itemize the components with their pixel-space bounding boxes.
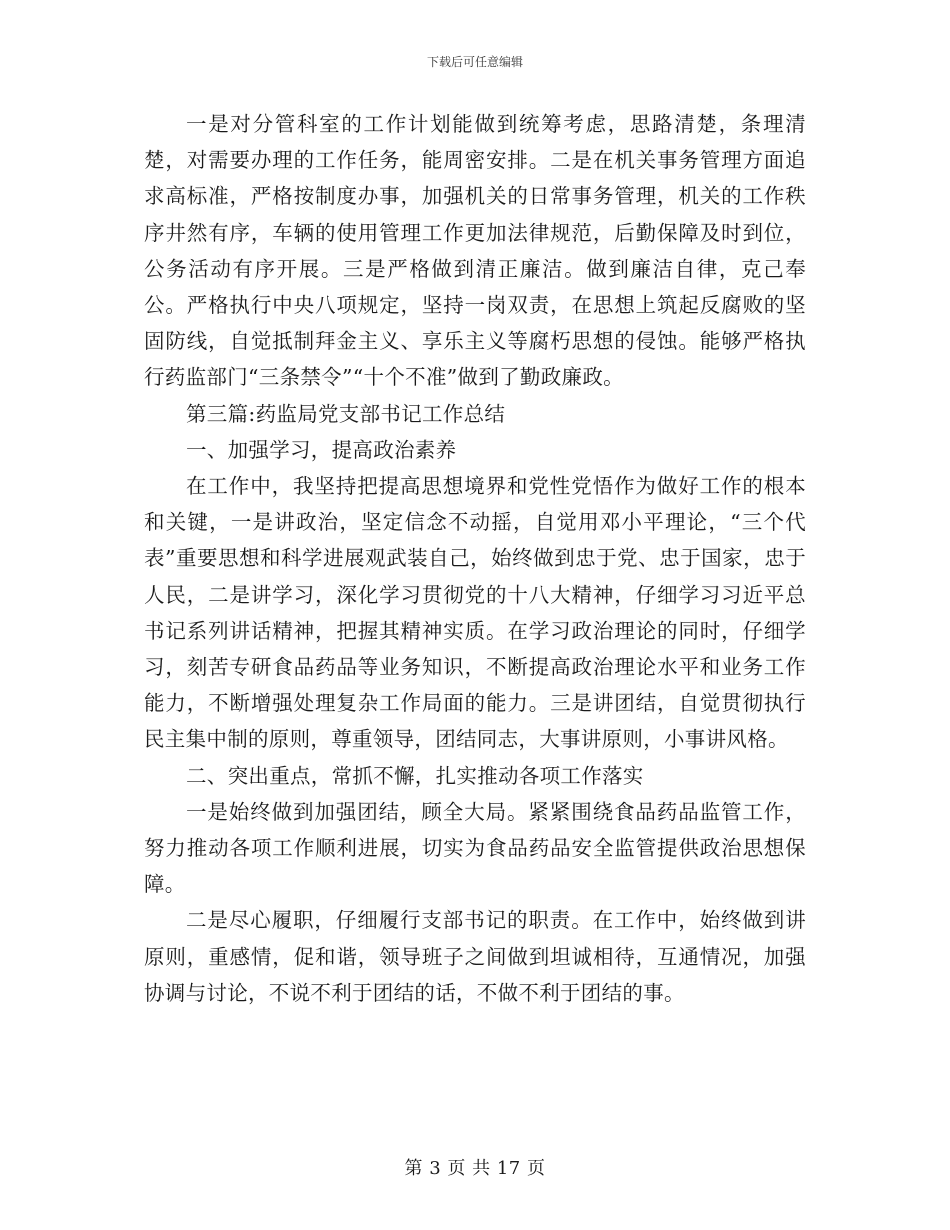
page-header: 下载后可任意编辑	[426, 55, 523, 69]
section-title: 第三篇:药监局党支部书记工作总结	[186, 401, 506, 426]
body-paragraph-3: 一是始终做到加强团结，顾全大局。紧紧围绕食品药品监管工作，努力推动各项工作顺利进展，切实为食品药品安全监管提供政治思想保障。	[144, 799, 806, 897]
body-paragraph-4: 二是尽心履职，仔细履行支部书记的职责。在工作中，始终做到讲原则，重感情，促和谐，领导班子之间做到坦诚相待，互通情况，加强协调与讨论，不说不利于团结的话，不做不利于团结的事。	[144, 908, 806, 1005]
body-paragraph-1: 一是对分管科室的工作计划能做到统筹考虑，思路清楚，条理清楚，对需要办理的工作任务，能周密安排。二是在机关事务管理方面追求高标准，严格按制度办事，加强机关的日常事务管理，机关的工作秩序井然有序，车辆的使用管理工作更加法律规范，后勤保障及时到位，公务活动有序开展。三是严格做到清正廉洁。做到廉洁自律，克己奉公。严格执行中央八项规定，坚持一岗双责，在思想上筑起反腐败的坚固防线，自觉抵制拜金主义、享乐主义等腐朽思想的侵蚀。能够严格执行药监部门“三条禁令”“十个不准”做到了勤政廉政。	[144, 112, 806, 390]
subsection-heading-1: 一、加强学习，提高政治素养	[186, 437, 457, 462]
document-body	[144, 106, 806, 1011]
subsection-heading-2: 二、突出重点，常抓不懈，扎实推动各项工作落实	[186, 763, 644, 788]
body-paragraph-2: 在工作中，我坚持把提高思想境界和党性党悟作为做好工作的根本和关键，一是讲政治，坚定信念不动摇，自觉用邓小平理论，“三个代表”重要思想和科学进展观武装自己，始终做到忠于党、忠于国家，忠于人民，二是讲学习，深化学习贯彻党的十八大精神，仔细学习习近平总书记系列讲话精神，把握其精神实质。在学习政治理论的同时，仔细学习，刻苦专研食品药品等业务知识，不断提高政治理论水平和业务工作能力，不断增强处理复杂工作局面的能力。三是讲团结，自觉贯彻执行民主集中制的原则，尊重领导，团结同志，大事讲原则，小事讲风格。	[144, 474, 806, 752]
page-number: 第 3 页 共 17 页	[404, 1158, 546, 1179]
